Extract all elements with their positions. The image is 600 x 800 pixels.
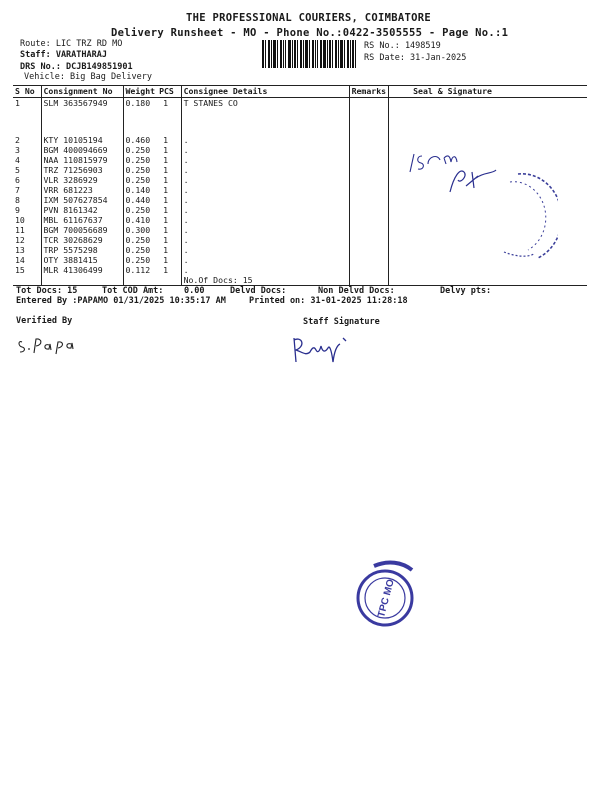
cell-weight: 0.250 <box>123 235 157 245</box>
stamp-text: TPC MO <box>376 578 397 619</box>
cell-consignment: TRP 5575298 <box>41 245 123 255</box>
no-of-docs: No.Of Docs: 15 <box>181 275 349 286</box>
cell-sno: 2 <box>15 134 20 145</box>
cell-pcs: 1 <box>163 264 169 275</box>
route-label: Route: LIC TRZ RD MO <box>20 39 123 49</box>
summary-cell <box>349 275 389 286</box>
cell-consignee: T STANES CO <box>181 98 349 135</box>
tot-cod-label: Tot COD Amt: <box>102 286 164 296</box>
cell-consignment: VLR 3286929 <box>41 175 123 185</box>
cell-consignee: . <box>181 135 349 145</box>
cell-consignment: MBL 61167637 <box>41 215 123 225</box>
cell-sno: 1 <box>15 98 20 108</box>
cell-remarks <box>349 205 389 215</box>
cell-consignee: . <box>181 265 349 275</box>
cell-consignee: . <box>181 245 349 255</box>
vehicle-label: Vehicle: Big Bag Delivery <box>24 72 152 82</box>
col-header-consignment: Consignment No <box>41 86 123 98</box>
cell-consignee: . <box>181 145 349 155</box>
summary-cell <box>123 275 157 286</box>
cell-consignee: . <box>181 185 349 195</box>
cell-pcs: 1 <box>163 214 169 225</box>
cell-sno: 10 <box>15 214 25 225</box>
cell-consignment: PVN 8161342 <box>41 205 123 215</box>
col-header-pcs: PCS <box>157 86 181 98</box>
cell-pcs: 1 <box>163 154 169 165</box>
cell-consignment: MLR 41306499 <box>41 265 123 275</box>
cell-consignment: OTY 3881415 <box>41 255 123 265</box>
cell-pcs: 1 <box>163 184 169 195</box>
cell-sno: 4 <box>15 154 20 165</box>
tot-docs: Tot Docs: 15 <box>16 286 78 296</box>
table-header-row <box>13 86 587 98</box>
cell-consignment: BGM 400094669 <box>41 145 123 155</box>
cell-pcs: 1 <box>163 144 169 155</box>
cell-sno: 3 <box>15 144 20 155</box>
partial-stamp <box>498 168 558 268</box>
cell-weight: 0.440 <box>123 195 157 205</box>
cell-remarks <box>349 255 389 265</box>
cell-consignee: . <box>181 225 349 235</box>
cell-pcs: 1 <box>163 134 169 145</box>
summary-cell <box>41 275 123 286</box>
cell-pcs: 1 <box>163 254 169 265</box>
cell-consignee: . <box>181 235 349 245</box>
cell-weight: 0.250 <box>123 145 157 155</box>
verifier-signature <box>16 333 86 357</box>
handwritten-note <box>404 142 504 200</box>
delvy-pts: Delvy pts: <box>440 286 492 296</box>
cell-consignment: BGM 700056689 <box>41 225 123 235</box>
cell-consignee: . <box>181 215 349 225</box>
col-header-sno: S No <box>13 86 41 98</box>
cell-sno: 5 <box>15 164 20 175</box>
cell-sno: 13 <box>15 244 25 255</box>
cell-consignment: SLM 363567949 <box>41 98 123 135</box>
cell-consignment: VRR 681223 <box>41 185 123 195</box>
drs-number: DRS No.: DCJB149851901 <box>20 62 133 72</box>
cell-remarks <box>349 225 389 235</box>
non-delvd-docs: Non Delvd Docs: <box>318 286 395 296</box>
cell-remarks <box>349 135 389 145</box>
staff-signature-label: Staff Signature <box>303 317 380 327</box>
cell-remarks <box>349 235 389 245</box>
cell-consignment: NAA 110815979 <box>41 155 123 165</box>
cell-weight: 0.300 <box>123 225 157 235</box>
cell-pcs: 1 <box>163 244 169 255</box>
summary-cell <box>389 275 587 286</box>
rs-number: RS No.: 1498519 <box>364 41 441 51</box>
cell-sno: 15 <box>15 264 25 275</box>
runsheet-subtitle: Delivery Runsheet - MO - Phone No.:0422-3505555 - Page No.:1 <box>111 27 509 39</box>
cell-remarks <box>349 215 389 225</box>
delvd-docs: Delvd Docs: <box>230 286 287 296</box>
cell-weight: 0.250 <box>123 165 157 175</box>
staff-signature <box>288 332 358 370</box>
cell-weight: 0.460 <box>123 135 157 145</box>
cell-weight: 0.250 <box>123 245 157 255</box>
col-header-consignee: Consignee Details <box>181 86 349 98</box>
cell-remarks <box>349 175 389 185</box>
barcode-image <box>262 40 356 68</box>
cell-weight: 0.250 <box>123 155 157 165</box>
cell-pcs: 1 <box>163 194 169 205</box>
cell-sno: 12 <box>15 234 25 245</box>
cell-sno: 14 <box>15 254 25 265</box>
cell-pcs: 1 <box>163 174 169 185</box>
cell-remarks <box>349 265 389 275</box>
rs-date: RS Date: 31-Jan-2025 <box>364 53 467 63</box>
cell-sno: 6 <box>15 174 20 185</box>
cell-consignment: TRZ 71256903 <box>41 165 123 175</box>
cell-remarks <box>349 145 389 155</box>
col-header-seal: Seal & Signature <box>389 86 587 98</box>
cell-consignee: . <box>181 165 349 175</box>
cell-consignee: . <box>181 155 349 165</box>
table-summary-row <box>13 275 587 286</box>
col-header-weight: Weight <box>123 86 157 98</box>
cell-pcs: 1 <box>163 164 169 175</box>
cell-weight: 0.112 <box>123 265 157 275</box>
cell-consignee: . <box>181 195 349 205</box>
cell-remarks <box>349 185 389 195</box>
table-row <box>13 98 587 135</box>
cell-remarks <box>349 155 389 165</box>
cell-consignee: . <box>181 255 349 265</box>
tpc-mo-stamp <box>354 558 420 628</box>
cell-weight: 0.410 <box>123 215 157 225</box>
cell-pcs: 1 <box>163 234 169 245</box>
entered-by: Entered By :PAPAMO 01/31/2025 10:35:17 AM <box>16 296 226 306</box>
cell-remarks <box>349 195 389 205</box>
cell-consignee: . <box>181 205 349 215</box>
cell-sno: 9 <box>15 204 20 215</box>
cell-remarks <box>349 245 389 255</box>
cell-sno: 11 <box>15 224 25 235</box>
cell-sno: 8 <box>15 194 20 205</box>
cell-weight: 0.180 <box>123 98 157 135</box>
staff-label: Staff: VARATHARAJ <box>20 50 107 60</box>
tot-cod-value: 0.00 <box>184 286 205 296</box>
cell-pcs: 1 <box>163 204 169 215</box>
cell-weight: 0.250 <box>123 175 157 185</box>
cell-weight: 0.250 <box>123 205 157 215</box>
cell-consignment: IXM 507627854 <box>41 195 123 205</box>
cell-pcs: 1 <box>163 98 169 108</box>
cell-weight: 0.250 <box>123 255 157 265</box>
summary-cell <box>13 275 41 286</box>
col-header-remarks: Remarks <box>349 86 389 98</box>
cell-remarks <box>349 98 389 135</box>
cell-sno: 7 <box>15 184 20 195</box>
cell-consignee: . <box>181 175 349 185</box>
verified-by-label: Verified By <box>16 316 73 326</box>
cell-seal <box>389 98 587 135</box>
cell-remarks <box>349 165 389 175</box>
summary-cell <box>157 275 181 286</box>
cell-consignment: KTY 10105194 <box>41 135 123 145</box>
company-title: THE PROFESSIONAL COURIERS, COIMBATORE <box>186 12 431 24</box>
cell-pcs: 1 <box>163 224 169 235</box>
cell-weight: 0.140 <box>123 185 157 195</box>
cell-consignment: TCR 30268629 <box>41 235 123 245</box>
printed-on: Printed on: 31-01-2025 11:28:18 <box>249 296 408 306</box>
